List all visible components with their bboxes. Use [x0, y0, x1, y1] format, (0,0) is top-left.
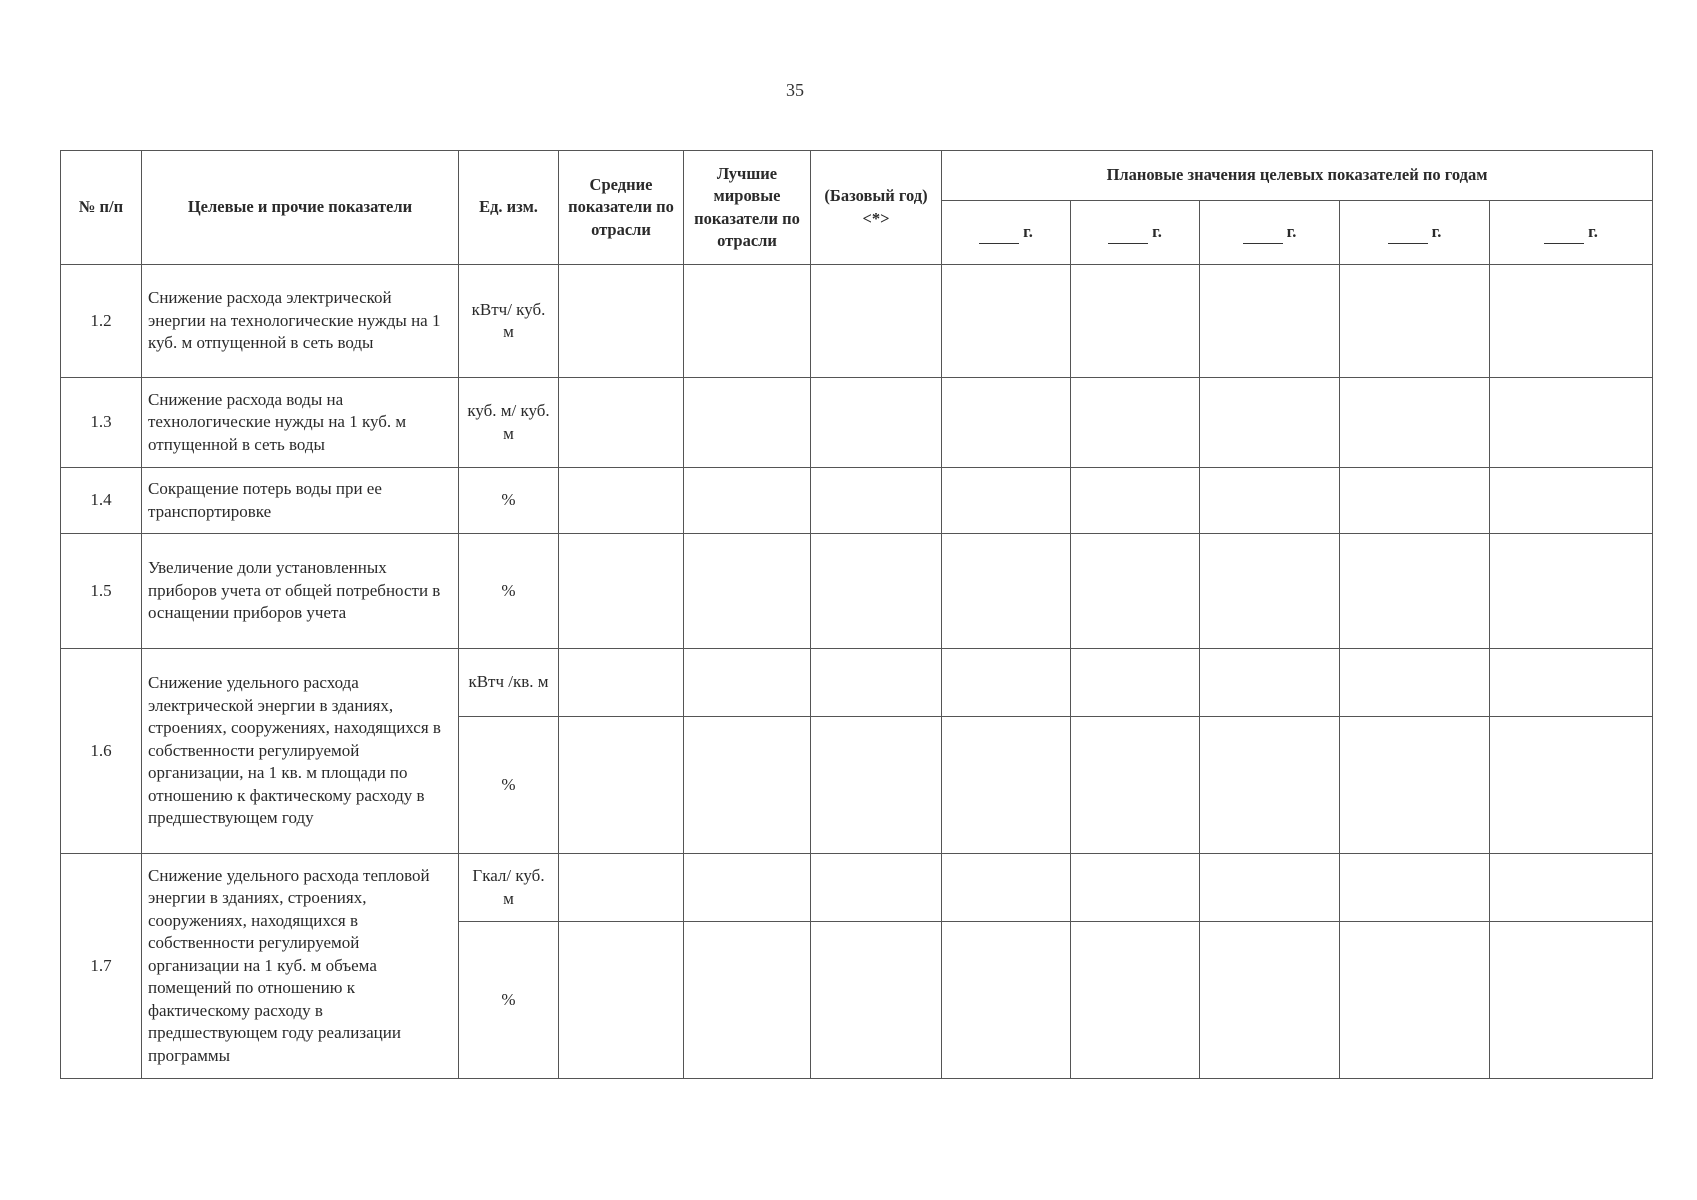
indicators-table-wrap — [60, 150, 1652, 1079]
cell-empty — [1490, 717, 1653, 854]
row-name: Снижение удельного расхода электрической энергии в зданиях, строениях, сооружениях, находящихся в собственности регулируемой организации, на 1 кв. м площади по отношению к фактическому расходу в предшествующем году — [142, 649, 459, 854]
row-unit: куб. м/ куб. м — [459, 378, 559, 468]
cell-empty — [1071, 534, 1200, 649]
row-unit: % — [459, 468, 559, 534]
cell-empty — [559, 534, 684, 649]
cell-empty — [1071, 378, 1200, 468]
cell-empty — [1490, 265, 1653, 378]
table-row — [61, 649, 1653, 717]
cell-empty — [1071, 717, 1200, 854]
cell-empty — [1490, 649, 1653, 717]
cell-empty — [1490, 922, 1653, 1079]
indicators-table — [60, 150, 1653, 1079]
header-best: Лучшие мировые показатели по отрасли — [684, 151, 811, 265]
header-year-5: г. — [1490, 201, 1653, 265]
cell-empty — [1200, 649, 1340, 717]
cell-empty — [684, 378, 811, 468]
header-avg: Средние показатели по отрасли — [559, 151, 684, 265]
cell-empty — [811, 378, 942, 468]
cell-empty — [942, 717, 1071, 854]
cell-empty — [1071, 649, 1200, 717]
row-num: 1.5 — [61, 534, 142, 649]
row-name: Увеличение доли установленных приборов учета от общей потребности в оснащении приборов учета — [142, 534, 459, 649]
cell-empty — [811, 265, 942, 378]
cell-empty — [1200, 922, 1340, 1079]
cell-empty — [1200, 378, 1340, 468]
row-num: 1.2 — [61, 265, 142, 378]
cell-empty — [942, 468, 1071, 534]
row-name: Сокращение потерь воды при ее транспортировке — [142, 468, 459, 534]
cell-empty — [811, 717, 942, 854]
cell-empty — [1340, 717, 1490, 854]
row-name: Снижение расхода электрической энергии на технологические нужды на 1 куб. м отпущенной в сеть воды — [142, 265, 459, 378]
table-row — [61, 265, 1653, 378]
row-unit: Гкал/ куб. м — [459, 854, 559, 922]
row-name: Снижение расхода воды на технологические нужды на 1 куб. м отпущенной в сеть воды — [142, 378, 459, 468]
cell-empty — [1200, 468, 1340, 534]
header-name: Целевые и прочие показатели — [142, 151, 459, 265]
year-blank-line — [1243, 229, 1283, 244]
cell-empty — [1490, 854, 1653, 922]
cell-empty — [1200, 717, 1340, 854]
cell-empty — [942, 265, 1071, 378]
row-name: Снижение удельного расхода тепловой энергии в зданиях, строениях, сооружениях, находящихся в собственности регулируемой организации на 1 куб. м объема помещений по отношению к фактическому расходу в предшествующем году реализации программы — [142, 854, 459, 1079]
table-row — [61, 378, 1653, 468]
cell-empty — [811, 649, 942, 717]
cell-empty — [1071, 265, 1200, 378]
cell-empty — [1200, 854, 1340, 922]
cell-empty — [559, 649, 684, 717]
year-blank-line — [1108, 229, 1148, 244]
cell-empty — [1071, 922, 1200, 1079]
cell-empty — [1340, 265, 1490, 378]
row-num: 1.7 — [61, 854, 142, 1079]
page-number: 35 — [786, 80, 804, 100]
header-year-3: г. — [1200, 201, 1340, 265]
header-base: (Базовый год) <*> — [811, 151, 942, 265]
cell-empty — [811, 922, 942, 1079]
cell-empty — [1071, 854, 1200, 922]
header-year-1: г. — [942, 201, 1071, 265]
header-unit: Ед. изм. — [459, 151, 559, 265]
table-row — [61, 854, 1653, 922]
cell-empty — [684, 922, 811, 1079]
row-num: 1.4 — [61, 468, 142, 534]
cell-empty — [559, 717, 684, 854]
year-blank-line — [979, 229, 1019, 244]
cell-empty — [684, 717, 811, 854]
cell-empty — [1490, 378, 1653, 468]
header-year-4: г. — [1340, 201, 1490, 265]
cell-empty — [1340, 468, 1490, 534]
row-unit: кВтч /кв. м — [459, 649, 559, 717]
cell-empty — [684, 649, 811, 717]
cell-empty — [1200, 265, 1340, 378]
table-row — [61, 534, 1653, 649]
header-planned: Плановые значения целевых показателей по годам — [942, 151, 1653, 201]
cell-empty — [1340, 922, 1490, 1079]
cell-empty — [942, 922, 1071, 1079]
cell-empty — [811, 854, 942, 922]
cell-empty — [684, 468, 811, 534]
cell-empty — [559, 854, 684, 922]
cell-empty — [559, 265, 684, 378]
cell-empty — [684, 854, 811, 922]
cell-empty — [559, 468, 684, 534]
header-num: № п/п — [61, 151, 142, 265]
row-unit: кВтч/ куб. м — [459, 265, 559, 378]
row-num: 1.3 — [61, 378, 142, 468]
cell-empty — [1200, 534, 1340, 649]
header-year-2: г. — [1071, 201, 1200, 265]
row-num: 1.6 — [61, 649, 142, 854]
year-blank-line — [1388, 229, 1428, 244]
cell-empty — [811, 468, 942, 534]
cell-empty — [942, 378, 1071, 468]
row-unit: % — [459, 922, 559, 1079]
cell-empty — [559, 378, 684, 468]
cell-empty — [942, 534, 1071, 649]
cell-empty — [942, 649, 1071, 717]
cell-empty — [1340, 854, 1490, 922]
cell-empty — [1340, 649, 1490, 717]
row-unit: % — [459, 534, 559, 649]
cell-empty — [1490, 534, 1653, 649]
table-row — [61, 468, 1653, 534]
cell-empty — [559, 922, 684, 1079]
cell-empty — [684, 265, 811, 378]
cell-empty — [811, 534, 942, 649]
cell-empty — [1340, 534, 1490, 649]
cell-empty — [1490, 468, 1653, 534]
cell-empty — [684, 534, 811, 649]
cell-empty — [942, 854, 1071, 922]
row-unit: % — [459, 717, 559, 854]
header-row — [61, 151, 1653, 201]
cell-empty — [1340, 378, 1490, 468]
cell-empty — [1071, 468, 1200, 534]
year-blank-line — [1544, 229, 1584, 244]
